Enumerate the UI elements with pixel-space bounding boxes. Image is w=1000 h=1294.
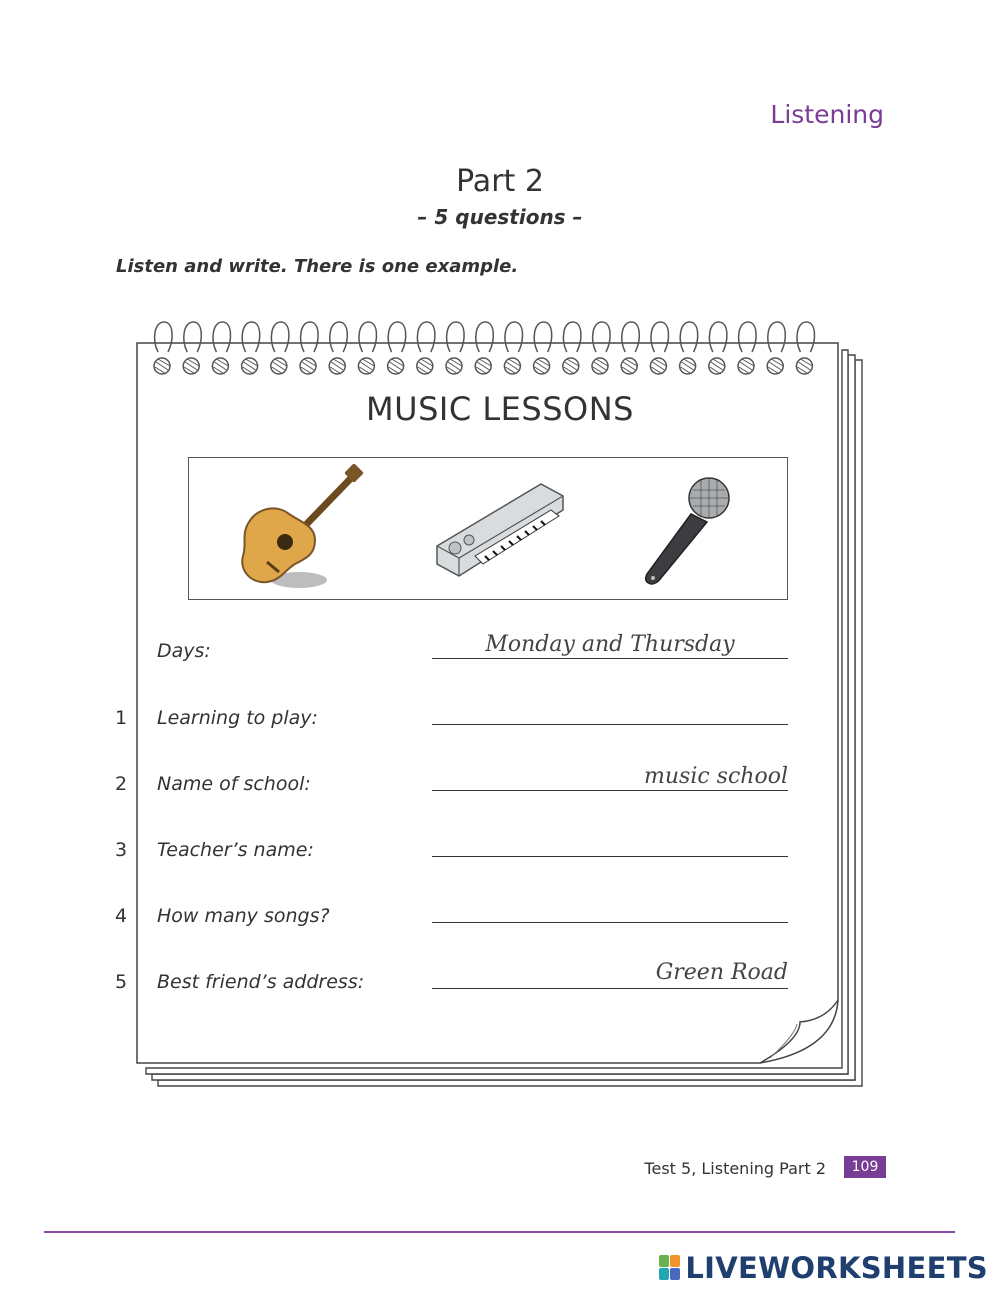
question-number: 1 — [114, 707, 128, 729]
guitar-icon — [237, 464, 367, 594]
answer-line — [432, 922, 788, 923]
question-number: 5 — [114, 971, 128, 993]
row-label: How many songs? — [157, 905, 330, 927]
row-label: Learning to play: — [157, 707, 318, 729]
question-number: 2 — [114, 773, 128, 795]
answer-field[interactable]: music school — [644, 764, 788, 789]
row-label: Name of school: — [157, 773, 311, 795]
brand-cube-icon — [659, 1255, 681, 1281]
brand-name: LIVEWORKSHEETS — [685, 1251, 988, 1285]
part-title: Part 2 — [456, 164, 544, 199]
instrument-pictures — [188, 457, 788, 600]
row-answer: Monday and Thursday — [485, 632, 735, 657]
row-label: Days: — [157, 640, 211, 662]
page-number-badge: 109 — [844, 1156, 886, 1178]
instructions: Listen and write. There is one example. — [116, 256, 519, 277]
answer-line — [432, 988, 788, 989]
footer-caption: Test 5, Listening Part 2 — [644, 1159, 826, 1178]
answer-line — [432, 724, 788, 725]
row-label: Best friend’s address: — [157, 971, 365, 993]
footer-divider — [44, 1231, 955, 1233]
question-number: 3 — [114, 839, 128, 861]
brand-logo[interactable] — [659, 1250, 988, 1286]
microphone-icon — [629, 474, 739, 594]
row-label: Teacher’s name: — [157, 839, 314, 861]
answer-line — [432, 856, 788, 857]
answer-field[interactable]: Green Road — [655, 960, 788, 985]
question-number: 4 — [114, 905, 128, 927]
part-subtitle: – 5 questions – — [417, 205, 583, 229]
notebook-title: MUSIC LESSONS — [366, 390, 634, 428]
answer-line — [432, 790, 788, 791]
answer-line — [432, 658, 788, 659]
section-title: Listening — [770, 100, 884, 129]
keyboard-icon — [429, 476, 569, 586]
